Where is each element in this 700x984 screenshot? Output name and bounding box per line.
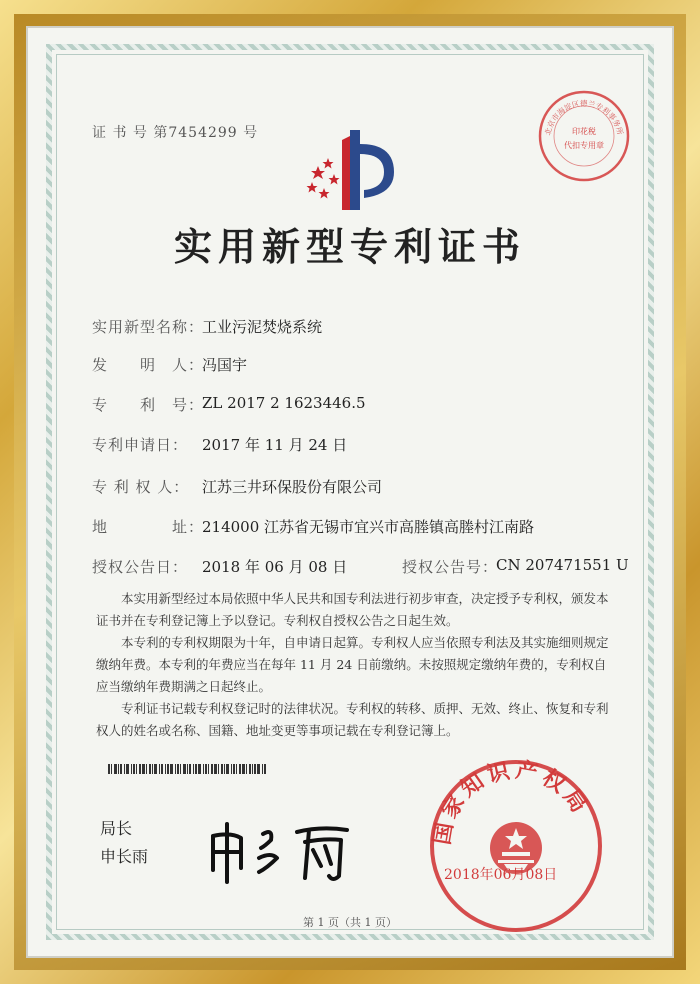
field-value-application-date: 2017 年 11 月 24 日 bbox=[202, 436, 348, 454]
small-stamp-inner-1: 印花税 bbox=[572, 127, 596, 136]
paragraph-2: 本专利的专利权期限为十年，自申请日起算。专利权人应当依照专利法及其实施细则规定缴纳年费。本专利的年费应当在每年 11 月 24 日前缴纳。未按照规定缴纳年费的，专利权自应当缴纳年费期满之日起终止。 bbox=[96, 635, 609, 694]
field-value-patentee: 江苏三井环保股份有限公司 bbox=[202, 478, 383, 496]
field-value-address: 214000 江苏省无锡市宜兴市高塍镇高塍村江南路 bbox=[202, 518, 535, 536]
certificate-title: 实用新型专利证书 bbox=[173, 224, 526, 269]
field-label-grant-date: 授权公告日： bbox=[92, 558, 189, 576]
field-label-patentee: 专 利 权 人： bbox=[92, 478, 190, 496]
seal-ring-text: 国家知识产权局 bbox=[430, 757, 594, 847]
signature-title: 局长 bbox=[100, 819, 133, 838]
paragraph-1: 本实用新型经过本局依照中华人民共和国专利法进行初步审查，决定授予专利权，颁发本证书并在专利登记簿上予以登记。专利权自授权公告之日起生效。 bbox=[96, 591, 609, 628]
field-label-patent-no: 专 利 号： bbox=[92, 396, 205, 414]
field-label-address: 地 址： bbox=[92, 518, 205, 536]
barcode bbox=[108, 764, 348, 774]
signature-name: 申长雨 bbox=[100, 847, 149, 866]
field-value-grant-date: 2018 年 06 月 08 日 bbox=[202, 558, 348, 576]
state-ip-office-seal bbox=[426, 756, 606, 936]
handwritten-signature bbox=[201, 816, 361, 886]
field-value-name: 工业污泥焚烧系统 bbox=[202, 318, 323, 336]
page-footer: 第 1 页（共 1 页） bbox=[303, 916, 397, 929]
small-stamp-inner-2: 代扣专用章 bbox=[564, 141, 604, 150]
field-value-patent-no: ZL 2017 2 1623446.5 bbox=[202, 394, 366, 412]
patent-office-logo-icon bbox=[298, 114, 408, 224]
paragraph-3: 专利证书记载专利权登记时的法律状况。专利权的转移、质押、无效、终止、恢复和专利权人的姓名或名称、国籍、地址变更等事项记载在专利登记簿上。 bbox=[96, 701, 609, 738]
small-stamp-ring-text: 北京市海淀区德兰专利事务所 bbox=[543, 98, 625, 137]
certificate-paper bbox=[26, 26, 674, 958]
agency-stamp-small bbox=[536, 88, 632, 184]
seal-date: 2018年06月08日 bbox=[444, 867, 558, 883]
certificate-number: 证 书 号 第7454299 号 bbox=[92, 125, 259, 141]
field-value-inventor: 冯国宇 bbox=[202, 356, 248, 374]
grant-number-value: CN 207471551 U bbox=[496, 556, 629, 574]
field-label-application-date: 专利申请日： bbox=[92, 436, 189, 454]
field-label-inventor: 发 明 人： bbox=[92, 356, 205, 374]
field-label-name: 实用新型名称： bbox=[92, 318, 205, 336]
grant-number-label: 授权公告号： bbox=[402, 558, 499, 576]
